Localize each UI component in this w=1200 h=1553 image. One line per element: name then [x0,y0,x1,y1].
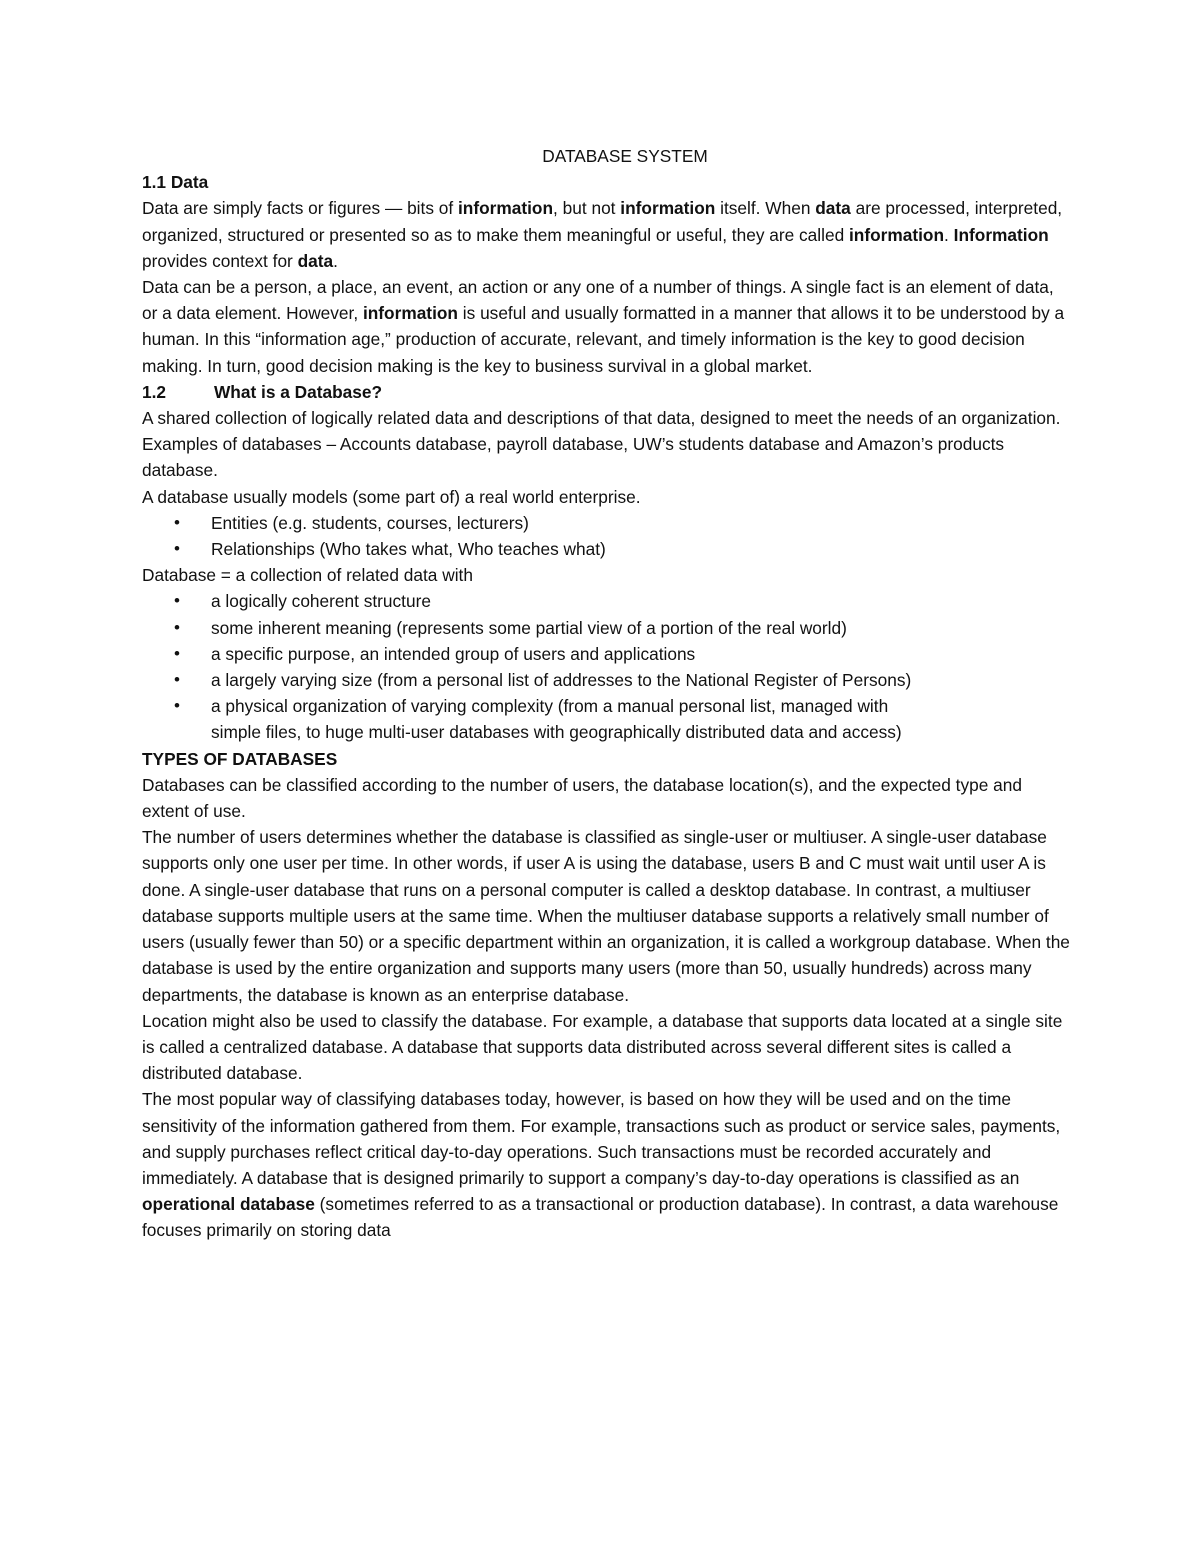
bold-term: data [297,250,334,271]
bold-term: information [362,303,458,324]
bold-term: information [620,198,716,219]
paragraph-database-collection: Database = a collection of related data with [142,565,473,586]
list-item: • a specific purpose, an intended group of users and applications [174,641,926,667]
document-title: DATABASE SYSTEM [542,146,708,166]
paragraph-number-of-users: The number of users determines whether the database is classified as single-user or multiuser. A single-user database supports only one user per time. In other words, if user A is using the database, users B and C must wait until user A is done. A single-user database that runs on a personal computer is called a desktop database. In contrast, a multiuser database supports multiple users at the same time. When the multiuser database supports a relatively small number of users (usually fewer than 50) or a specific department within an organization, it is called a workgroup database. When the database is used by the entire organization and supports many users (more than 50, usually hundreds) across many departments, the database is known as an enterprise database. [142,827,1070,1005]
paragraph-usage-type: The most popular way of classifying databases today, however, is based on how they will be used and on the time sensitivity of the information gathered from them. For example, transactions such as product or service sales, payments, and supply purchases reflect critical day-to-day operations. Such transactions must be recorded accurately and immediately. A database that is designed primarily to support a company’s day-to-day operations is classified as an operational database (sometimes referred to as a transactional or production database). In contrast, a data warehouse focuses primarily on storing data [142,1089,1061,1241]
list-item: • a logically coherent structure [174,588,926,614]
paragraph-data-elements: Data can be a person, a place, an event, an action or any one of a number of things. A single fact is an element of data, or a data element. However, information is useful and usually formatted in a manner that allows it to be understood by a human. In this “information age,” production of accurate, relevant, and timely information is the key to good decision making. In turn, good decision making is the key to business survival in a global market. [142,277,1065,376]
bold-term: Information [953,224,1049,245]
definition-bullet-list [142,588,1072,745]
list-item: • Relationships (Who takes what, Who teaches what) [174,536,926,562]
section-heading-data: 1.1 Data [142,172,209,193]
document-body [142,143,1072,1244]
section-number: 1.2 [142,381,167,402]
bold-term: operational database [142,1194,315,1215]
list-item: • some inherent meaning (represents some partial view of a portion of the real world) [174,615,926,641]
bold-term: information [849,224,945,245]
section-title: What is a Database? [214,381,383,402]
list-item: • Entities (e.g. students, courses, lecturers) [174,510,926,536]
paragraph-database-definition: A shared collection of logically related data and descriptions of that data, designed to meet the needs of an organization. Examples of databases – Accounts database, payroll database, UW’s students database and Amazon’s products database. [142,408,1061,481]
section-heading-types-of-databases: TYPES OF DATABASES [142,748,338,769]
section-heading-what-is-database [142,379,1072,405]
bold-term: information [457,198,554,219]
paragraph-database-models: A database usually models (some part of) a real world enterprise. [142,486,641,507]
model-bullet-list [142,510,1072,562]
list-item: • a physical organization of varying complexity (from a manual personal list, managed with simple files, to huge multi-user databases with geographically distributed data and access) [174,693,926,745]
paragraph-classification: Databases can be classified according to the number of users, the database location(s), and the expected type and extent of use. [142,774,1022,822]
paragraph-data-definition: Data are simply facts or figures — bits of information, but not information itself. When data are processed, interpreted, organized, structured or presented so as to make them meaningful or useful, they are called information. Information provides context for data. [142,198,1063,271]
bold-term: data [815,198,851,219]
list-item: • a largely varying size (from a personal list of addresses to the National Register of Persons) [174,667,926,693]
paragraph-location: Location might also be used to classify the database. For example, a database that supports data located at a single site is called a centralized database. A database that supports data distributed across several different sites is called a distributed database. [142,1010,1063,1084]
